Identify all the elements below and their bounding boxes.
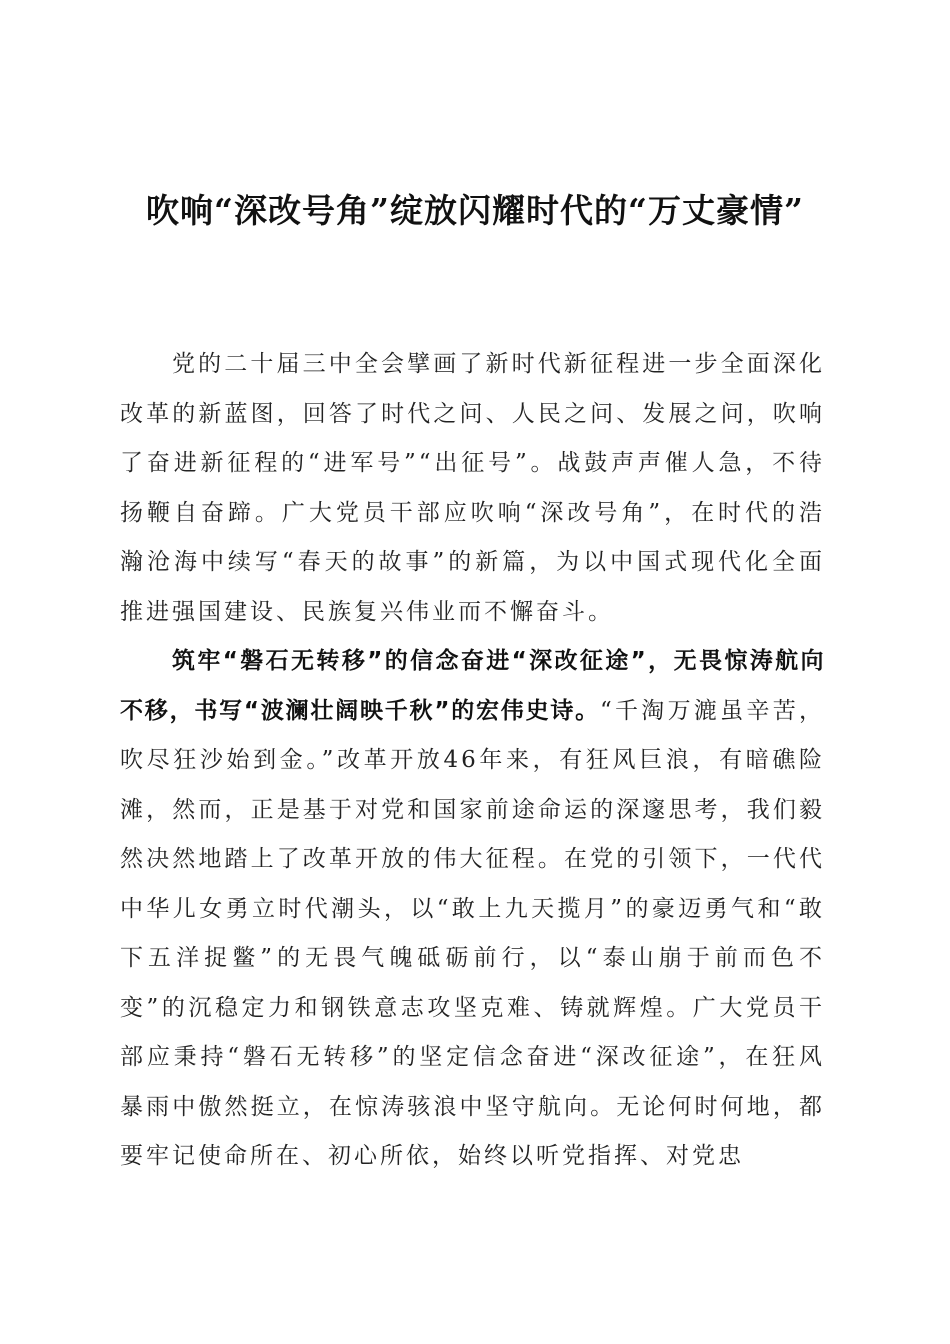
paragraph-2 <box>120 637 825 1182</box>
paragraph-1 <box>120 340 825 637</box>
paragraph-1-text: 党的二十届三中全会擘画了新时代新征程进一步全面深化改革的新蓝图，回答了时代之问、人民之问、发展之问，吹响了奋进新征程的“进军号”“出征号”。战鼓声声催人急，不待扬鞭自奋蹄。广大党员干部应吹响“深改号角”，在时代的浩瀚沧海中续写“春天的故事”的新篇，为以中国式现代化全面推进强国建设、民族复兴伟业而不懈奋斗。 <box>120 351 825 625</box>
document-body <box>120 340 825 1182</box>
paragraph-2-lead: 筑牢“磐石无转移”的信念奋进“深改征途”，无畏惊涛航向不移，书写“波澜壮阔映千秋”的宏伟史诗。 <box>120 648 825 724</box>
paragraph-2-text: “千淘万漉虽辛苦，吹尽狂沙始到金。”改革开放46年来，有狂风巨浪，有暗礁险滩，然而，正是基于对党和国家前途命运的深邃思考，我们毅然决然地踏上了改革开放的伟大征程。在党的引领下，一代代中华儿女勇立时代潮头，以“敢上九天揽月”的豪迈勇气和“敢下五洋捉鳖”的无畏气魄砥砺前行，以“泰山崩于前而色不变”的沉稳定力和钢铁意志攻坚克难、铸就辉煌。广大党员干部应秉持“磐石无转移”的坚定信念奋进“深改征途”，在狂风暴雨中傲然挺立，在惊涛骇浪中坚守航向。无论何时何地，都要牢记使命所在、初心所依，始终以听党指挥、对党忠 <box>120 697 825 1169</box>
document-title: 吹响“深改号角”绽放闪耀时代的“万丈豪情” <box>146 191 804 230</box>
